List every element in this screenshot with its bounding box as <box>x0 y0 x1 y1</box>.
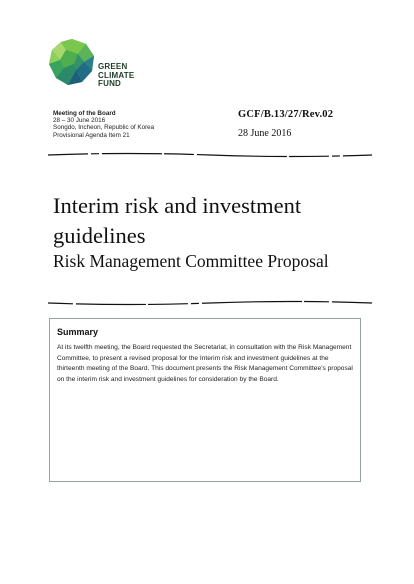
document-subtitle: Risk Management Committee Proposal <box>53 251 329 271</box>
summary-box <box>49 318 361 482</box>
summary-heading: Summary <box>57 327 99 337</box>
document-title: Interim risk and investment guidelines <box>53 193 302 248</box>
summary-text: At its twelfth meeting, the Board requested the Secretariat, in consultation with the Risk Management Committee, to present a revised proposal for the Interim risk and investment guidelines at the thirteenth meeting of the Board. This document presents the Risk Management Committee’s proposal on the interim risk and investment guidelines for consideration by the Board. <box>57 344 353 383</box>
decorative-divider-bottom <box>48 297 372 309</box>
document-date: 28 June 2016 <box>238 128 292 139</box>
logo-line-3: FUND <box>98 79 122 89</box>
logo-line-2: CLIMATE <box>98 70 135 80</box>
green-climate-fund-logo <box>48 38 152 96</box>
logo-line-1: GREEN <box>98 62 128 71</box>
logo-wordmark <box>98 63 134 89</box>
document-id: GCF/B.13/27/Rev.02 <box>238 109 334 120</box>
globe-logo-icon <box>48 38 96 86</box>
meeting-heading: Meeting of the Board <box>53 110 116 117</box>
decorative-divider-top <box>48 149 372 161</box>
meeting-dates: 28 – 30 June 2016 <box>53 117 106 125</box>
meeting-location: Songdo, Incheon, Republic of Korea <box>53 124 155 132</box>
meeting-info <box>53 110 154 139</box>
agenda-item: Provisional Agenda Item 21 <box>53 131 130 139</box>
